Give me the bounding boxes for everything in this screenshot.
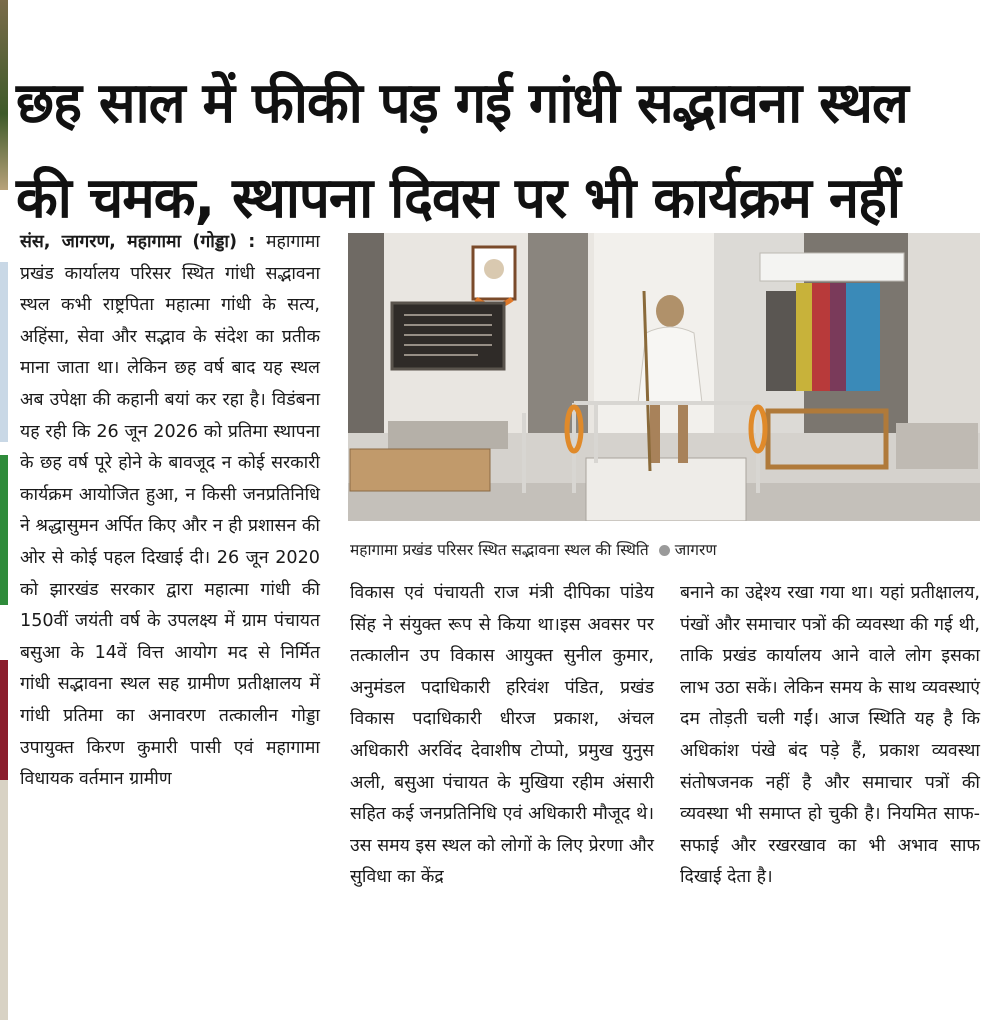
adjacent-clipping-edge (0, 455, 8, 605)
news-photo (348, 233, 980, 521)
article-column-1 (20, 227, 320, 796)
caption-text: महागामा प्रखंड परिसर स्थित सद्भावना स्थल की स्थिति (350, 541, 649, 559)
photo-caption (350, 538, 982, 560)
photo-illustration (348, 233, 980, 521)
adjacent-clipping-edge (0, 780, 8, 1020)
headline-line-2: की चमक, स्थापना दिवस पर भी कार्यक्रम नहीं (16, 165, 900, 231)
adjacent-clipping-edge (0, 660, 8, 780)
dateline: संस, जागरण, महागामा (गोड्डा) : (20, 232, 256, 252)
adjacent-clipping-edge (0, 262, 8, 442)
article-column-2: विकास एवं पंचायती राज मंत्री दीपिका पांडेय सिंह ने संयुक्त रूप से किया था।इस अवसर पर तत्कालीन उप विकास आयुक्त सुनील कुमार, अनुमंडल पदाधिकारी हरिवंश पंडित, प्रखंड विकास पदाधिकारी धीरज प्रकाश, अंचल अधिकारी अरविंद देवाशीष टोप्पो, प्रमुख युनुस अली, बसुआ पंचायत के मुखिया रहीम अंसारी सहित कई जनप्रतिनिधि एवं अधिकारी मौजूद थे।उस समय इस स्थल को लोगों के लिए प्रेरणा और सुविधा का केंद्र (350, 583, 654, 888)
photo-credit: जागरण (674, 541, 717, 559)
column-1-text: महागामा प्रखंड कार्यालय परिसर स्थित गांधी सद्भावना स्थल कभी राष्ट्रपिता महात्मा गांधी के सत्य, अहिंसा, सेवा और सद्भाव के संदेश का प्रतीक माना जाता था। लेकिन छह वर्ष बाद यह स्थल अब उपेक्षा की कहानी बयां कर रहा है। विडंबना यह रही कि 26 जून 2026 को प्रतिमा स्थापना के छह वर्ष पूरे होने के बावजूद न कोई सरकारी कार्यक्रम आयोजित हुआ, न किसी जनप्रतिनिधि ने श्रद्धासुमन अर्पित किए और न ही प्रशासन की ओर से कोई पहल दिखाई दी। 26 जून 2020 को झारखंड सरकार द्वारा महात्मा गांधी की 150वीं जयंती वर्ष के उपलक्ष्य में ग्राम पंचायत बसुआ के 14वें वित्त आयोग मद से निर्मित गांधी सद्भावना स्थल सह ग्रामीण प्रतीक्षालय में गांधी प्रतिमा का अनावरण तत्कालीन गोड्डा उपायुक्त किरण कुमारी पासी एवं महागामा विधायक वर्तमान ग्रामीण (20, 232, 320, 790)
bullet-dot-icon (659, 545, 670, 556)
headline (16, 56, 986, 246)
headline-line-1: छह साल में फीकी पड़ गई गांधी सद्भावना स्थल (16, 70, 908, 136)
adjacent-clipping-edge (0, 0, 8, 190)
article-column-3: बनाने का उद्देश्य रखा गया था। यहां प्रतीक्षालय, पंखों और समाचार पत्रों की व्यवस्था की गई थी, ताकि प्रखंड कार्यालय आने वाले लोग इसका लाभ उठा सकें। लेकिन समय के साथ व्यवस्थाएं दम तोड़ती चली गईं। आज स्थिति यह है कि अधिकांश पंखे बंद पड़े हैं, प्रकाश व्यवस्था संतोषजनक नहीं है और समाचार पत्रों की व्यवस्था भी समाप्त हो चुकी है। नियमित साफ-सफाई और रखरखाव का भी अभाव साफ दिखाई देता है। (680, 583, 980, 888)
